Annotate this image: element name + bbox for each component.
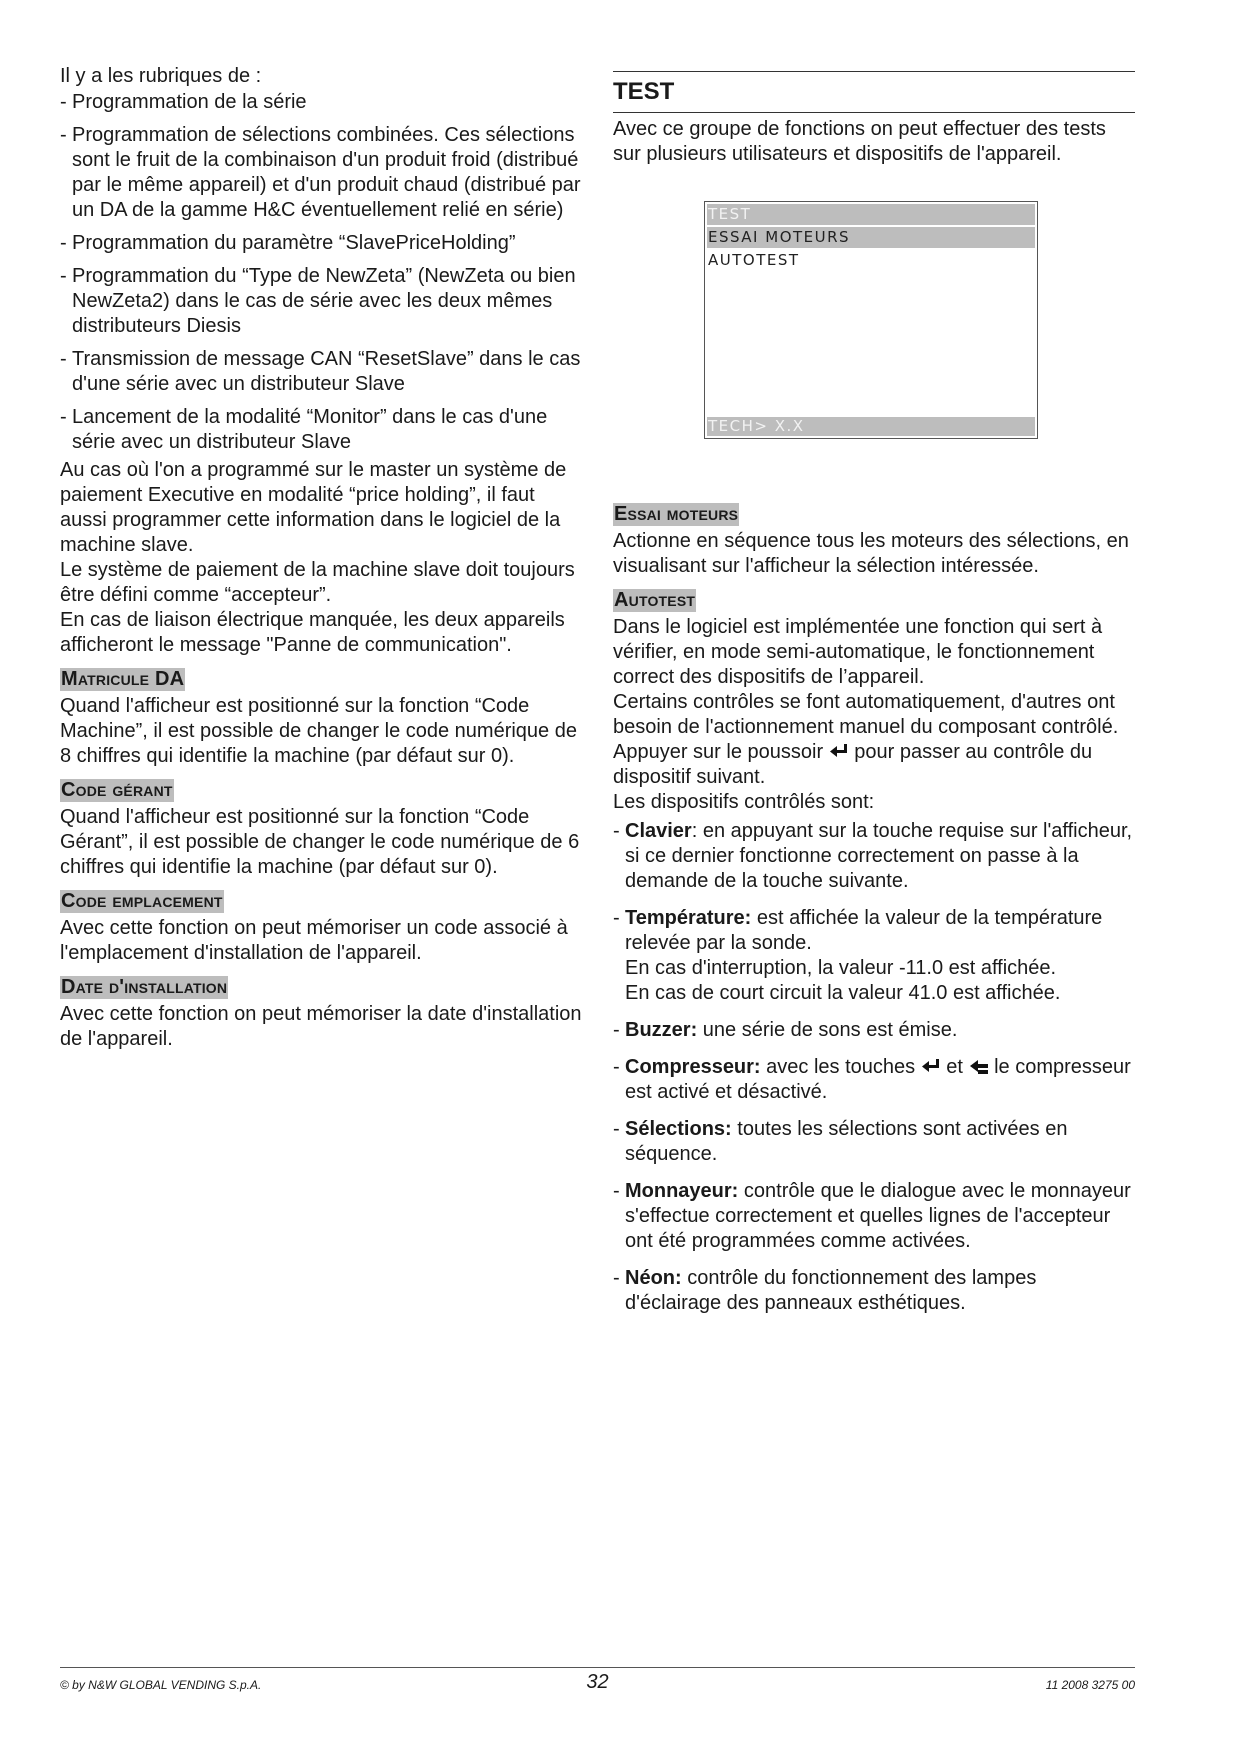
section-title: Essai moteurs	[614, 503, 739, 525]
section-title: Code gérant	[61, 779, 173, 801]
enter-key-icon	[829, 743, 849, 761]
section-title: Autotest	[614, 589, 696, 611]
right-column	[613, 64, 1135, 1328]
display-row-test: TEST	[707, 204, 1035, 225]
section-code-gerant	[60, 769, 585, 880]
left-intro: Il y a les rubriques de :	[60, 65, 262, 87]
list-item: - Programmation du “Type de NewZeta” (NewZeta ou bien NewZeta2) dans le cas de série avec les deux mêmes distributeurs Diesis	[60, 265, 576, 337]
section-date-installation	[60, 966, 585, 1052]
section-text: Quand l'afficheur est positionné sur la fonction “Code Machine”, il est possible de changer le code numérique de 8 chiffres qui identifie la machine (par défaut sur 0).	[60, 695, 577, 767]
display-row-essai-moteurs: ESSAI MOTEURS	[707, 227, 1035, 248]
list-item: - Programmation du paramètre “SlavePriceHolding”	[60, 232, 516, 254]
list-item: - Programmation de la série	[60, 91, 307, 113]
slave-payment-paragraph: Le système de paiement de la machine slave doit toujours être défini comme “accepteur”.	[60, 559, 575, 606]
footer-copyright: © by N&W GLOBAL VENDING S.p.A.	[60, 1678, 262, 1692]
section-text: Actionne en séquence tous les moteurs des sélections, en visualisant sur l'afficheur la sélection intéressée.	[613, 530, 1129, 577]
autotest-paragraph-4: Les dispositifs contrôlés sont:	[613, 791, 875, 813]
price-holding-paragraph: Au cas où l'on a programmé sur le master un système de paiement Executive en modalité “price holding”, il faut aussi programmer cette information dans le logiciel de la machine slave.	[60, 459, 567, 556]
autotest-paragraph-3: Appuyer sur le poussoir pour passer au contrôle du dispositif suivant.	[613, 741, 1093, 788]
section-matricule	[60, 658, 585, 769]
section-title: Date d'installation	[61, 976, 228, 998]
section-title: Matricule DA	[61, 668, 185, 690]
section-text: Quand l'afficheur est positionné sur la fonction “Code Gérant”, il est possible de changer le code numérique de 6 chiffres qui identifie la machine (par défaut sur 0).	[60, 806, 580, 878]
list-item: - Programmation de sélections combinées. Ces sélections sont le fruit de la combinaison d'un produit froid (distribué par le même appareil) et d'un produit chaud (distribué par un DA de la gamme H&C éventuellement relié en série)	[60, 124, 581, 221]
list-item-selections: - Sélections: toutes les sélections sont activées en séquence.	[613, 1118, 1068, 1165]
section-text: Avec cette fonction on peut mémoriser la date d'installation de l'appareil.	[60, 1003, 582, 1050]
list-item: - Lancement de la modalité “Monitor” dans le cas d'une série avec un distributeur Slave	[60, 406, 548, 453]
devices-list	[613, 819, 1135, 1316]
display-status-line: TECH> X.X	[707, 417, 1035, 436]
page-number: 32	[586, 1671, 609, 1693]
rubriques-list	[60, 90, 585, 455]
document-code: 11 2008 3275 00	[1045, 1678, 1135, 1692]
list-item-compresseur: - Compresseur: avec les touches et le compresseur est activé et désactivé.	[613, 1056, 1131, 1103]
section-code-emplacement	[60, 880, 585, 966]
list-item-neon: - Néon: contrôle du fonctionnement des lampes d'éclairage des panneaux esthétiques.	[613, 1267, 1037, 1314]
list-item-clavier: - Clavier: en appuyant sur la touche requise sur l'afficheur, si ce dernier fonctionne correctement on passe à la demande de la touche suivante.	[613, 820, 1133, 892]
autotest-paragraph-2: Certains contrôles se font automatiquement, d'autres ont besoin de l'actionnement manuel du composant contrôlé.	[613, 691, 1119, 738]
test-heading: TEST	[613, 71, 1135, 113]
lcd-display	[704, 201, 1038, 439]
communication-failure-paragraph: En cas de liaison électrique manquée, les deux appareils afficheront le message "Panne de communication".	[60, 609, 565, 656]
enter-key-icon	[921, 1058, 941, 1076]
left-column	[60, 64, 585, 1052]
list-item-monnayeur: - Monnayeur: contrôle que le dialogue avec le monnayeur s'effectue correctement et quelles lignes de l'accepteur ont été programmées comme activées.	[613, 1180, 1131, 1252]
section-text: Avec cette fonction on peut mémoriser un code associé à l'emplacement d'installation de l'appareil.	[60, 917, 568, 964]
section-essai-moteurs	[613, 493, 1135, 579]
section-autotest	[613, 579, 1135, 1316]
left-arrow-key-icon	[969, 1058, 989, 1076]
autotest-paragraph-1: Dans le logiciel est implémentée une fonction qui sert à vérifier, en mode semi-automatique, le fonctionnement correct des dispositifs de l’appareil.	[613, 616, 1103, 688]
page-footer	[60, 1667, 1135, 1698]
test-intro: Avec ce groupe de fonctions on peut effectuer des tests sur plusieurs utilisateurs et dispositifs de l'appareil.	[613, 118, 1106, 165]
list-item: - Transmission de message CAN “ResetSlave” dans le cas d'une série avec un distributeur Slave	[60, 348, 581, 395]
list-item-buzzer: - Buzzer: une série de sons est émise.	[613, 1019, 958, 1041]
display-row-autotest: AUTOTEST	[708, 251, 800, 269]
section-title: Code emplacement	[61, 890, 223, 912]
list-item-temperature: - Température: est affichée la valeur de la température relevée par la sonde. En cas d'interruption, la valeur -11.0 est affichée. En cas de court circuit la valeur 41.0 est affichée.	[613, 907, 1103, 1004]
